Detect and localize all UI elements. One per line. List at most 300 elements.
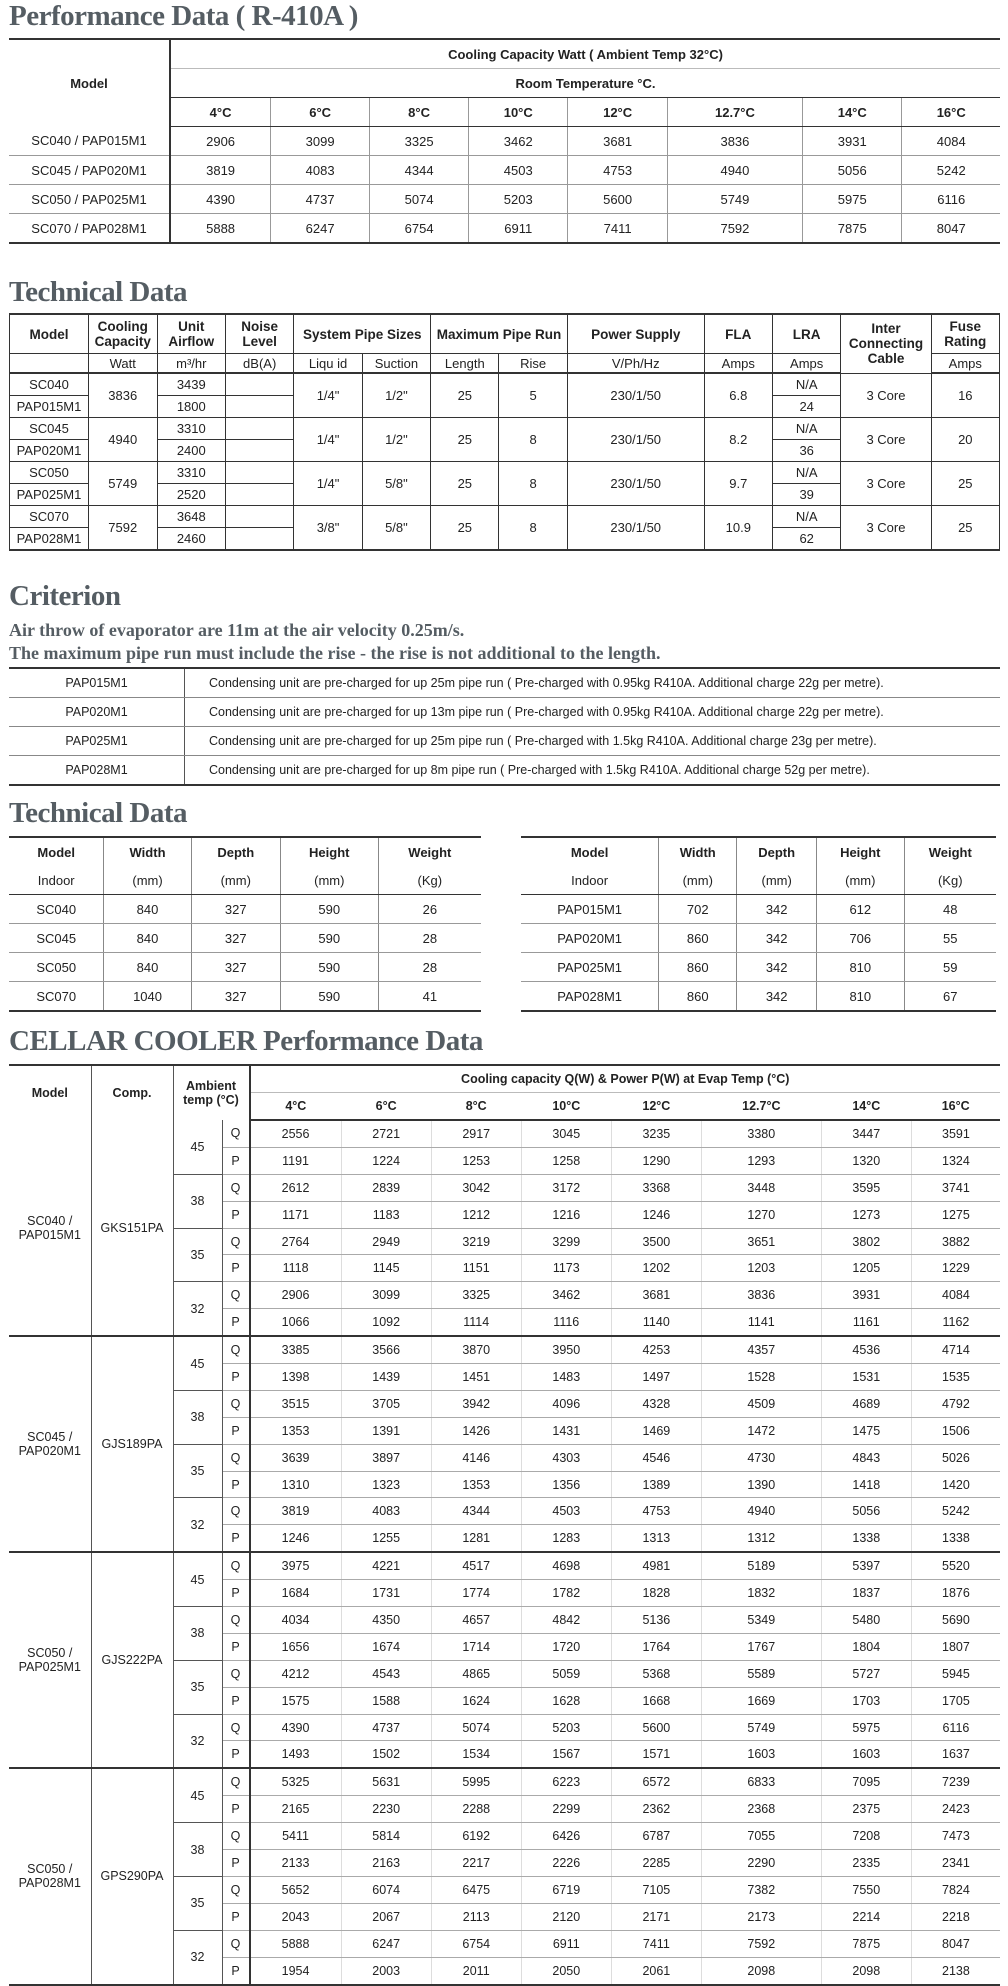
table-row bbox=[10, 462, 1000, 484]
airflow-cell: 3648 bbox=[157, 506, 225, 528]
cellar-value-cell: 7473 bbox=[911, 1823, 1000, 1850]
cellar-value-cell: 3172 bbox=[521, 1174, 611, 1201]
value-cell: 3462 bbox=[469, 127, 568, 156]
cellar-value-cell: 1390 bbox=[701, 1471, 821, 1498]
model-cell: SC050 / PAP025M1 bbox=[9, 185, 170, 214]
cellar-value-cell: 5242 bbox=[911, 1498, 1000, 1525]
cellar-value-cell: 3595 bbox=[821, 1174, 911, 1201]
cellar-qp-cell: P bbox=[222, 1633, 250, 1660]
criterion-table bbox=[9, 667, 1000, 786]
noise-cell bbox=[225, 462, 293, 484]
cellar-value-cell: 5814 bbox=[341, 1823, 431, 1850]
cellar-value-cell: 1293 bbox=[701, 1147, 821, 1174]
cellar-value-cell: 7592 bbox=[701, 1930, 821, 1957]
cellar-value-cell: 1162 bbox=[911, 1309, 1000, 1336]
th-power: Power Supply bbox=[567, 314, 704, 354]
cellar-value-cell: 1202 bbox=[611, 1255, 701, 1282]
cellar-value-cell: 3566 bbox=[341, 1336, 431, 1363]
table-row bbox=[9, 727, 1000, 756]
dims-header: Width bbox=[104, 837, 191, 866]
fla-cell: 6.8 bbox=[704, 373, 772, 418]
cellar-value-cell: 1420 bbox=[911, 1471, 1000, 1498]
cellar-value-cell: 7550 bbox=[821, 1876, 911, 1903]
cellar-qp-cell: P bbox=[222, 1201, 250, 1228]
cellar-value-cell: 1118 bbox=[250, 1255, 342, 1282]
cellar-value-cell: 4842 bbox=[521, 1607, 611, 1634]
model-cell: PAP015M1 bbox=[10, 396, 89, 418]
dims-header: Height bbox=[817, 837, 904, 866]
cellar-qp-cell: P bbox=[222, 1687, 250, 1714]
noise-cell bbox=[225, 528, 293, 551]
cellar-value-cell: 1246 bbox=[611, 1201, 701, 1228]
cellar-value-cell: 2362 bbox=[611, 1796, 701, 1823]
unit-liquid: Liqu id bbox=[294, 354, 362, 374]
unit-airflow: m³/hr bbox=[157, 354, 225, 374]
cellar-temp-header: 12.7°C bbox=[701, 1093, 821, 1121]
cellar-ambient-cell: 45 bbox=[173, 1336, 222, 1390]
cellar-value-cell: 2949 bbox=[341, 1228, 431, 1255]
cellar-temp-header: 10°C bbox=[521, 1093, 611, 1121]
cellar-value-cell: 1837 bbox=[821, 1580, 911, 1607]
unit-fuse: Amps bbox=[931, 354, 999, 374]
cellar-model-cell: SC050 / PAP028M1 bbox=[9, 1768, 91, 1984]
cellar-value-cell: 5749 bbox=[701, 1714, 821, 1741]
model-cell: SC045 bbox=[10, 418, 89, 440]
table-row bbox=[9, 1120, 1000, 1147]
dims-cell: 327 bbox=[191, 895, 280, 924]
technical-title: Technical Data bbox=[9, 276, 188, 308]
dims-cell: 590 bbox=[280, 895, 378, 924]
cellar-qp-cell: P bbox=[222, 1741, 250, 1768]
cellar-value-cell: 7875 bbox=[821, 1930, 911, 1957]
cellar-value-cell: 1603 bbox=[701, 1741, 821, 1768]
dims-header: Width bbox=[659, 837, 737, 866]
th-fuse: Fuse Rating bbox=[931, 314, 999, 354]
dims-cell: 810 bbox=[817, 953, 904, 982]
cellar-ambient-cell: 38 bbox=[173, 1607, 222, 1661]
table-row bbox=[521, 895, 996, 924]
cellar-value-cell: 6911 bbox=[521, 1930, 611, 1957]
cellar-value-cell: 4083 bbox=[341, 1498, 431, 1525]
dims-cell: 342 bbox=[737, 982, 817, 1012]
table-row bbox=[521, 953, 996, 982]
cellar-qp-cell: Q bbox=[222, 1444, 250, 1471]
cellar-value-cell: 5059 bbox=[521, 1660, 611, 1687]
cellar-value-cell: 1535 bbox=[911, 1364, 1000, 1391]
dims-cell: SC040 bbox=[9, 895, 104, 924]
criterion-note-pipe-run: The maximum pipe run must include the rise - the rise is not additional to the length. bbox=[9, 643, 661, 663]
cellar-value-cell: 1145 bbox=[341, 1255, 431, 1282]
dims-unit: (Kg) bbox=[904, 866, 996, 895]
th-cooling: Cooling Capacity bbox=[88, 314, 157, 354]
th-pipe-sizes: System Pipe Sizes bbox=[294, 314, 431, 354]
unit-cooling: Watt bbox=[88, 354, 157, 374]
cellar-ambient-cell: 32 bbox=[173, 1714, 222, 1768]
cellar-value-cell: 2003 bbox=[341, 1957, 431, 1984]
cellar-value-cell: 1116 bbox=[521, 1309, 611, 1336]
cellar-value-cell: 1398 bbox=[250, 1364, 342, 1391]
cellar-value-cell: 3380 bbox=[701, 1120, 821, 1147]
cellar-value-cell: 4084 bbox=[911, 1282, 1000, 1309]
rise-cell: 8 bbox=[499, 462, 567, 506]
cellar-value-cell: 3042 bbox=[431, 1174, 521, 1201]
cellar-value-cell: 2061 bbox=[611, 1957, 701, 1984]
cellar-value-cell: 1714 bbox=[431, 1633, 521, 1660]
cellar-qp-cell: P bbox=[222, 1147, 250, 1174]
cellar-value-cell: 1828 bbox=[611, 1580, 701, 1607]
cellar-comp-header: Comp. bbox=[91, 1065, 173, 1120]
cellar-value-cell: 3299 bbox=[521, 1228, 611, 1255]
cellar-ambient-cell: 45 bbox=[173, 1120, 222, 1174]
dims-header: Height bbox=[280, 837, 378, 866]
cellar-value-cell: 3591 bbox=[911, 1120, 1000, 1147]
dims-cell: 327 bbox=[191, 953, 280, 982]
cellar-value-cell: 1229 bbox=[911, 1255, 1000, 1282]
cellar-value-cell: 1151 bbox=[431, 1255, 521, 1282]
cellar-value-cell: 1114 bbox=[431, 1309, 521, 1336]
cellar-qp-cell: P bbox=[222, 1417, 250, 1444]
cellar-ambient-cell: 35 bbox=[173, 1660, 222, 1714]
cellar-value-cell: 5631 bbox=[341, 1768, 431, 1795]
cellar-value-cell: 1703 bbox=[821, 1687, 911, 1714]
performance-table bbox=[9, 38, 1000, 244]
cellar-temp-header: 12°C bbox=[611, 1093, 701, 1121]
fla-cell: 10.9 bbox=[704, 506, 772, 551]
liquid-cell: 1/4" bbox=[294, 373, 362, 418]
cellar-value-cell: 1246 bbox=[250, 1525, 342, 1552]
cellar-value-cell: 2011 bbox=[431, 1957, 521, 1984]
cellar-qp-cell: Q bbox=[222, 1607, 250, 1634]
model-cell: SC045 / PAP020M1 bbox=[9, 156, 170, 185]
cellar-ambient-cell: 38 bbox=[173, 1823, 222, 1877]
cellar-value-cell: 4303 bbox=[521, 1444, 611, 1471]
unit-rise: Rise bbox=[499, 354, 567, 374]
dims-unit-row bbox=[9, 866, 481, 895]
cellar-value-cell: 3385 bbox=[250, 1336, 342, 1363]
temp-header: 14°C bbox=[803, 98, 902, 127]
cellar-value-cell: 3639 bbox=[250, 1444, 342, 1471]
cellar-qp-cell: P bbox=[222, 1796, 250, 1823]
cellar-qp-cell: P bbox=[222, 1255, 250, 1282]
cellar-value-cell: 1338 bbox=[821, 1525, 911, 1552]
cellar-value-cell: 2368 bbox=[701, 1796, 821, 1823]
cellar-value-cell: 2906 bbox=[250, 1282, 342, 1309]
airflow-cell: 1800 bbox=[157, 396, 225, 418]
cellar-value-cell: 8047 bbox=[911, 1930, 1000, 1957]
cellar-value-cell: 1637 bbox=[911, 1741, 1000, 1768]
caption-cooling: Cooling Capacity Watt ( Ambient Temp 32°C) bbox=[170, 39, 1000, 69]
dims-cell: 327 bbox=[191, 924, 280, 953]
cellar-value-cell: 1426 bbox=[431, 1417, 521, 1444]
table-row bbox=[10, 506, 1000, 528]
cellar-qp-cell: P bbox=[222, 1580, 250, 1607]
cellar-value-cell: 2556 bbox=[250, 1120, 342, 1147]
unit-fla: Amps bbox=[704, 354, 772, 374]
cellar-value-cell: 2839 bbox=[341, 1174, 431, 1201]
cellar-value-cell: 5480 bbox=[821, 1607, 911, 1634]
value-cell: 5888 bbox=[170, 214, 271, 244]
cellar-value-cell: 4344 bbox=[431, 1498, 521, 1525]
cellar-value-cell: 5589 bbox=[701, 1660, 821, 1687]
cellar-model-cell: SC050 / PAP025M1 bbox=[9, 1552, 91, 1768]
cellar-value-cell: 6223 bbox=[521, 1768, 611, 1795]
criterion-model: PAP015M1 bbox=[9, 668, 185, 698]
dims-cell: 342 bbox=[737, 895, 817, 924]
cellar-value-cell: 2120 bbox=[521, 1903, 611, 1930]
cellar-value-cell: 5995 bbox=[431, 1768, 521, 1795]
dims-unit: Indoor bbox=[521, 866, 659, 895]
cellar-value-cell: 1353 bbox=[431, 1471, 521, 1498]
cellar-value-cell: 7411 bbox=[611, 1930, 701, 1957]
cellar-qp-cell: P bbox=[222, 1471, 250, 1498]
cellar-value-cell: 4357 bbox=[701, 1336, 821, 1363]
table-row bbox=[521, 924, 996, 953]
value-cell: 3325 bbox=[370, 127, 469, 156]
dims-cell: SC070 bbox=[9, 982, 104, 1012]
cellar-value-cell: 1183 bbox=[341, 1201, 431, 1228]
cellar-value-cell: 2917 bbox=[431, 1120, 521, 1147]
table-row bbox=[9, 953, 481, 982]
dims-cell: 612 bbox=[817, 895, 904, 924]
cellar-value-cell: 1312 bbox=[701, 1525, 821, 1552]
cellar-value-cell: 2226 bbox=[521, 1850, 611, 1877]
dims-unit: (mm) bbox=[191, 866, 280, 895]
cellar-value-cell: 1832 bbox=[701, 1580, 821, 1607]
cellar-value-cell: 1066 bbox=[250, 1309, 342, 1336]
cellar-value-cell: 2173 bbox=[701, 1903, 821, 1930]
cellar-value-cell: 2335 bbox=[821, 1850, 911, 1877]
cellar-value-cell: 4390 bbox=[250, 1714, 342, 1741]
cellar-comp-cell: GKS151PA bbox=[91, 1120, 173, 1336]
cellar-caption: Cooling capacity Q(W) & Power P(W) at Evap Temp (°C) bbox=[250, 1065, 1001, 1093]
dims-cell: 810 bbox=[817, 982, 904, 1012]
cellar-value-cell: 3462 bbox=[521, 1282, 611, 1309]
dimensions-title: Technical Data bbox=[9, 797, 188, 829]
criterion-model: PAP020M1 bbox=[9, 698, 185, 727]
criterion-model: PAP028M1 bbox=[9, 756, 185, 786]
airflow-cell: 3310 bbox=[157, 418, 225, 440]
airflow-cell: 3439 bbox=[157, 373, 225, 396]
cellar-value-cell: 3950 bbox=[521, 1336, 611, 1363]
power-cell: 230/1/50 bbox=[567, 418, 704, 462]
cellar-value-cell: 1528 bbox=[701, 1364, 821, 1391]
cellar-value-cell: 1506 bbox=[911, 1417, 1000, 1444]
cellar-performance-table bbox=[9, 1064, 1000, 1986]
cellar-value-cell: 1764 bbox=[611, 1633, 701, 1660]
cellar-value-cell: 1173 bbox=[521, 1255, 611, 1282]
cellar-value-cell: 2138 bbox=[911, 1957, 1000, 1984]
cellar-value-cell: 4543 bbox=[341, 1660, 431, 1687]
cellar-value-cell: 6247 bbox=[341, 1930, 431, 1957]
cellar-value-cell: 5203 bbox=[521, 1714, 611, 1741]
cellar-value-cell: 3325 bbox=[431, 1282, 521, 1309]
cellar-value-cell: 2171 bbox=[611, 1903, 701, 1930]
dims-cell: PAP025M1 bbox=[521, 953, 659, 982]
cellar-value-cell: 2217 bbox=[431, 1850, 521, 1877]
value-cell: 5242 bbox=[902, 156, 1000, 185]
dims-cell: PAP015M1 bbox=[521, 895, 659, 924]
table-row bbox=[9, 895, 481, 924]
cellar-value-cell: 1205 bbox=[821, 1255, 911, 1282]
cellar-qp-cell: Q bbox=[222, 1336, 250, 1363]
cellar-value-cell: 5411 bbox=[250, 1823, 342, 1850]
dims-cell: 55 bbox=[904, 924, 996, 953]
model-cell: SC050 bbox=[10, 462, 89, 484]
temp-header: 8°C bbox=[370, 98, 469, 127]
dims-cell: 28 bbox=[378, 924, 481, 953]
cellar-value-cell: 3500 bbox=[611, 1228, 701, 1255]
noise-cell bbox=[225, 484, 293, 506]
cellar-value-cell: 7824 bbox=[911, 1876, 1000, 1903]
table-row bbox=[521, 982, 996, 1012]
power-cell: 230/1/50 bbox=[567, 373, 704, 418]
cellar-value-cell: 1320 bbox=[821, 1147, 911, 1174]
dims-header: Weight bbox=[408, 844, 452, 860]
cellar-qp-cell: Q bbox=[222, 1498, 250, 1525]
value-cell: 4503 bbox=[469, 156, 568, 185]
th-pipe-run: Maximum Pipe Run bbox=[431, 314, 568, 354]
temp-header: 10°C bbox=[469, 98, 568, 127]
cable-cell: 3 Core bbox=[841, 462, 931, 506]
temp-header: 4°C bbox=[170, 98, 271, 127]
dims-cell: 840 bbox=[104, 895, 191, 924]
cellar-value-cell: 6192 bbox=[431, 1823, 521, 1850]
cellar-ambient-cell: 38 bbox=[173, 1174, 222, 1228]
dims-header: Depth bbox=[191, 837, 280, 866]
value-cell: 4737 bbox=[271, 185, 370, 214]
noise-cell bbox=[225, 373, 293, 396]
cellar-qp-cell: Q bbox=[222, 1174, 250, 1201]
cellar-value-cell: 4714 bbox=[911, 1336, 1000, 1363]
cellar-value-cell: 4753 bbox=[611, 1498, 701, 1525]
dims-header: Depth bbox=[737, 837, 817, 866]
model-cell: PAP028M1 bbox=[10, 528, 89, 551]
value-cell: 6911 bbox=[469, 214, 568, 244]
table-row bbox=[9, 185, 1000, 214]
cellar-value-cell: 7055 bbox=[701, 1823, 821, 1850]
fuse-cell: 25 bbox=[931, 462, 999, 506]
cellar-qp-cell: P bbox=[222, 1850, 250, 1877]
cellar-value-cell: 1313 bbox=[611, 1525, 701, 1552]
model-cell: SC070 bbox=[10, 506, 89, 528]
value-cell: 4083 bbox=[271, 156, 370, 185]
suction-cell: 5/8" bbox=[362, 462, 430, 506]
cooling-cell: 5749 bbox=[88, 462, 157, 506]
table-row bbox=[9, 1552, 1000, 1579]
cable-cell: 3 Core bbox=[841, 418, 931, 462]
dims-cell: 840 bbox=[104, 924, 191, 953]
liquid-cell: 1/4" bbox=[294, 418, 362, 462]
table-row bbox=[9, 127, 1000, 156]
liquid-cell: 1/4" bbox=[294, 462, 362, 506]
cellar-temp-header: 4°C bbox=[250, 1093, 342, 1121]
cellar-value-cell: 1731 bbox=[341, 1580, 431, 1607]
cellar-value-cell: 7382 bbox=[701, 1876, 821, 1903]
temp-header: 12.7°C bbox=[667, 98, 802, 127]
dims-cell: SC050 bbox=[9, 953, 104, 982]
cellar-value-cell: 7239 bbox=[911, 1768, 1000, 1795]
cellar-value-cell: 2290 bbox=[701, 1850, 821, 1877]
cellar-value-cell: 3099 bbox=[341, 1282, 431, 1309]
dims-cell: 590 bbox=[280, 953, 378, 982]
value-cell: 3819 bbox=[170, 156, 271, 185]
temp-header: 6°C bbox=[271, 98, 370, 127]
model-header: Model bbox=[9, 39, 170, 127]
cellar-value-cell: 3836 bbox=[701, 1282, 821, 1309]
model-cell: SC070 / PAP028M1 bbox=[9, 214, 170, 244]
dims-cell: 840 bbox=[104, 953, 191, 982]
temp-header: 16°C bbox=[902, 98, 1000, 127]
dims-header: Model bbox=[521, 837, 659, 866]
cellar-qp-cell: Q bbox=[222, 1823, 250, 1850]
cellar-value-cell: 7208 bbox=[821, 1823, 911, 1850]
cellar-qp-cell: Q bbox=[222, 1120, 250, 1147]
fuse-cell: 25 bbox=[931, 506, 999, 551]
value-cell: 6116 bbox=[902, 185, 1000, 214]
cellar-value-cell: 3235 bbox=[611, 1120, 701, 1147]
cellar-value-cell: 6787 bbox=[611, 1823, 701, 1850]
criterion-model: PAP025M1 bbox=[9, 727, 185, 756]
cellar-value-cell: 1356 bbox=[521, 1471, 611, 1498]
cellar-ambient-cell: 32 bbox=[173, 1282, 222, 1336]
cellar-value-cell: 1191 bbox=[250, 1147, 342, 1174]
value-cell: 5056 bbox=[803, 156, 902, 185]
cellar-qp-cell: Q bbox=[222, 1390, 250, 1417]
criterion-text: Condensing unit are pre-charged for up 25m pipe run ( Pre-charged with 0.95kg R410A. Additional charge 22g per metre). bbox=[185, 668, 1001, 698]
table-row bbox=[10, 418, 1000, 440]
cellar-value-cell: 5600 bbox=[611, 1714, 701, 1741]
performance-title: Performance Data ( R-410A ) bbox=[9, 0, 358, 32]
cellar-value-cell: 1224 bbox=[341, 1147, 431, 1174]
dims-cell: 28 bbox=[378, 953, 481, 982]
cellar-value-cell: 1534 bbox=[431, 1741, 521, 1768]
value-cell: 4084 bbox=[902, 127, 1000, 156]
cellar-ambient-cell: 35 bbox=[173, 1444, 222, 1498]
model-cell: PAP025M1 bbox=[10, 484, 89, 506]
cellar-value-cell: 2721 bbox=[341, 1120, 431, 1147]
length-cell: 25 bbox=[431, 373, 499, 418]
th-airflow: Unit Airflow bbox=[157, 314, 225, 354]
cellar-value-cell: 6719 bbox=[521, 1876, 611, 1903]
cellar-value-cell: 5026 bbox=[911, 1444, 1000, 1471]
cellar-temp-header: 14°C bbox=[821, 1093, 911, 1121]
unit-noise: dB(A) bbox=[225, 354, 293, 374]
cellar-value-cell: 2612 bbox=[250, 1174, 342, 1201]
suction-cell: 5/8" bbox=[362, 506, 430, 551]
cellar-value-cell: 6074 bbox=[341, 1876, 431, 1903]
fuse-cell: 20 bbox=[931, 418, 999, 462]
cellar-value-cell: 7095 bbox=[821, 1768, 911, 1795]
cellar-value-cell: 4689 bbox=[821, 1390, 911, 1417]
cellar-model-cell: SC040 / PAP015M1 bbox=[9, 1120, 91, 1336]
cellar-value-cell: 3368 bbox=[611, 1174, 701, 1201]
noise-cell bbox=[225, 418, 293, 440]
criterion-text: Condensing unit are pre-charged for up 8m pipe run ( Pre-charged with 1.5kg R410A. Additional charge 52g per metre). bbox=[185, 756, 1001, 786]
cellar-value-cell: 3942 bbox=[431, 1390, 521, 1417]
cellar-value-cell: 5520 bbox=[911, 1552, 1000, 1579]
value-cell: 6754 bbox=[370, 214, 469, 244]
table-row bbox=[9, 214, 1000, 244]
dims-cell: 706 bbox=[817, 924, 904, 953]
cellar-comp-cell: GJS222PA bbox=[91, 1552, 173, 1768]
lra-cell: 36 bbox=[772, 440, 840, 462]
rise-cell: 5 bbox=[499, 373, 567, 418]
value-cell: 4940 bbox=[667, 156, 802, 185]
cellar-ambient-cell: 45 bbox=[173, 1768, 222, 1822]
cellar-value-cell: 2214 bbox=[821, 1903, 911, 1930]
dims-cell: 860 bbox=[659, 953, 737, 982]
cellar-title: CELLAR COOLER Performance Data bbox=[9, 1025, 483, 1057]
